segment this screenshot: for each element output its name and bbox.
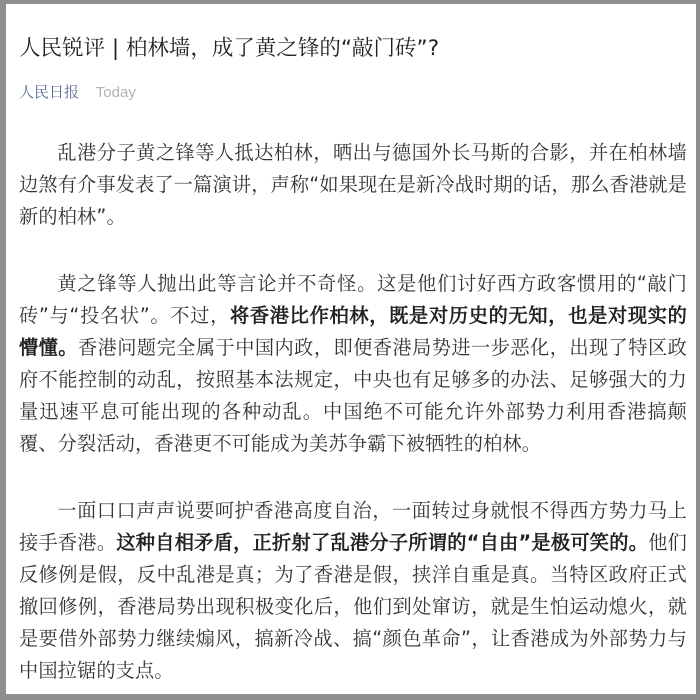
paragraph-emphasis: 将香港比作柏林，既是对历史的无知，也是对现实的懵懂。 bbox=[19, 304, 688, 359]
paragraph-text: 一面口口声声说要呵护香港高度自治，一面转过身就恨不得西方势力马上接手香港。 bbox=[19, 499, 687, 554]
paragraph-text: 香港问题完全属于中国内政，即便香港局势进一步恶化，出现了特区政府不能控制的动乱，按照基本法规定，中央也有足够多的办法、足够强大的力量迅速平息可能出现的各种动乱。中国绝不可能允许外部势力利用香港搞颠覆、分裂活动，香港更不可能成为美苏争霸下被牺牲的柏林。 bbox=[19, 336, 687, 455]
article-title: 人民锐评 | 柏林墙，成了黄之锋的“敲门砖”? bbox=[19, 36, 440, 61]
paragraph-text: 乱港分子黄之锋等人抵达柏林，晒出与德国外长马斯的合影，并在柏林墙边煞有介事发表了一篇演讲，声称“如果现在是新冷战时期的话，那么香港就是新的柏林”。 bbox=[19, 141, 687, 228]
article-paragraph bbox=[19, 495, 687, 687]
paragraph-text: 黄之锋等人抛出此等言论并不奇怪。这是他们讨好西方政客惯用的“敲门砖”与“投名状”。不过， bbox=[19, 272, 687, 327]
publish-time: Today bbox=[95, 84, 136, 101]
article-meta bbox=[19, 82, 696, 102]
article-page bbox=[6, 4, 696, 694]
paragraph-emphasis: 这种自相矛盾，正折射了乱港分子所谓的“自由”是极可笑的。 bbox=[116, 531, 649, 554]
article-paragraph bbox=[19, 268, 687, 460]
paragraph-text: 他们反修例是假，反中乱港是真；为了香港是假，挟洋自重是真。当特区政府正式撤回修例，香港局势出现积极变化后，他们到处窜访，就是生怕运动熄火，就是要借外部势力继续煽风，搞新冷战、搞“颜色革命”，让香港成为外部势力与中国拉锯的支点。 bbox=[19, 531, 687, 682]
account-name-link[interactable]: 人民日报 bbox=[19, 83, 80, 101]
article-paragraph bbox=[19, 137, 687, 233]
article-body bbox=[19, 137, 687, 687]
